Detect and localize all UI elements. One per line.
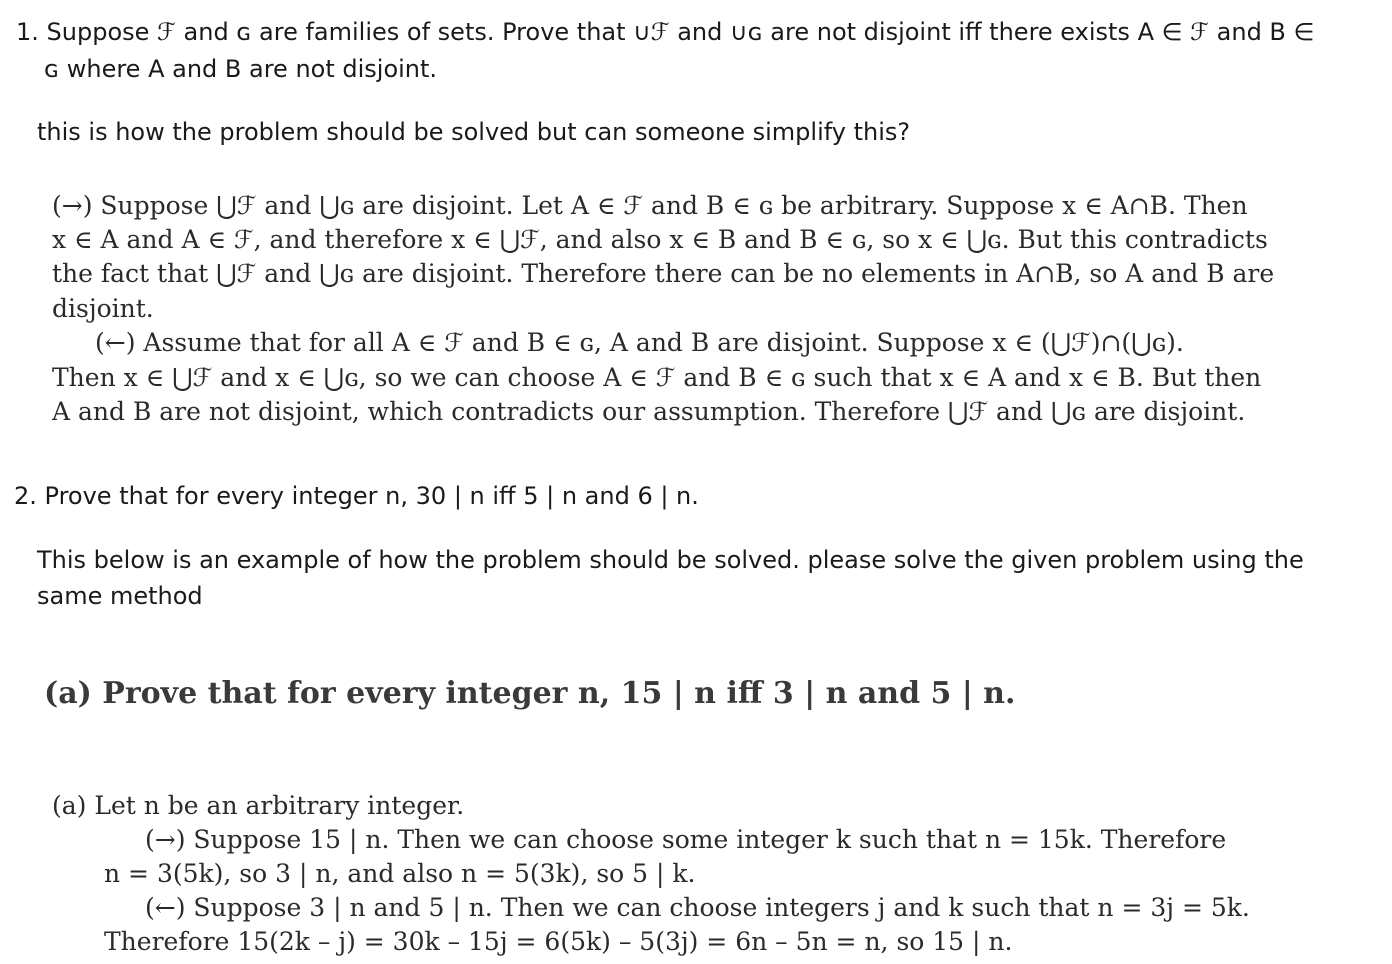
example-line: (a) Let n be an arbitrary integer. xyxy=(52,791,465,820)
problem1-statement-line1: 1. Suppose ℱ and ɢ are families of sets. Prove that ∪ℱ and ∪ɢ are not disjoint iff there exists A ∈ ℱ and B ∈ xyxy=(16,18,1315,46)
example-line: (→) Suppose 15 | n. Then we can choose some integer k such that n = 15k. Therefore xyxy=(145,825,1227,854)
problem2-note-line1: This below is an example of how the problem should be solved. please solve the given problem using the xyxy=(37,546,1304,574)
example-heading: (a) Prove that for every integer n, 15 | n iff 3 | n and 5 | n. xyxy=(44,676,1016,711)
problem2-statement: 2. Prove that for every integer n, 30 | n iff 5 | n and 6 | n. xyxy=(14,482,699,510)
proof1-line: A and B are not disjoint, which contradicts our assumption. Therefore ⋃ℱ and ⋃ɢ are disjoint. xyxy=(52,397,1246,426)
example-line: (←) Suppose 3 | n and 5 | n. Then we can choose integers j and k such that n = 3j = 5k. xyxy=(145,893,1250,922)
proof1-line: x ∈ A and A ∈ ℱ, and therefore x ∈ ⋃ℱ, and also x ∈ B and B ∈ ɢ, so x ∈ ⋃ɢ. But this contradicts xyxy=(52,225,1268,254)
proof1-line: Then x ∈ ⋃ℱ and x ∈ ⋃ɢ, so we can choose A ∈ ℱ and B ∈ ɢ such that x ∈ A and x ∈ B. But then xyxy=(52,363,1262,392)
proof1-line: (→) Suppose ⋃ℱ and ⋃ɢ are disjoint. Let A ∈ ℱ and B ∈ ɢ be arbitrary. Suppose x ∈ A∩B. Then xyxy=(52,191,1248,220)
proof1-line: disjoint. xyxy=(52,294,154,323)
problem1-note: this is how the problem should be solved but can someone simplify this? xyxy=(37,118,911,146)
problem1-statement-line2: ɢ where A and B are not disjoint. xyxy=(44,55,438,83)
proof1-line: the fact that ⋃ℱ and ⋃ɢ are disjoint. Therefore there can be no elements in A∩B, so A and B are xyxy=(52,259,1275,288)
example-line: Therefore 15(2k – j) = 30k – 15j = 6(5k) – 5(3j) = 6n – 5n = n, so 15 | n. xyxy=(104,927,1013,956)
proof1-line: (←) Assume that for all A ∈ ℱ and B ∈ ɢ, A and B are disjoint. Suppose x ∈ (⋃ℱ)∩(⋃ɢ). xyxy=(95,328,1184,357)
problem2-note-line2: same method xyxy=(37,582,203,610)
example-line: n = 3(5k), so 3 | n, and also n = 5(3k), so 5 | k. xyxy=(104,859,696,888)
